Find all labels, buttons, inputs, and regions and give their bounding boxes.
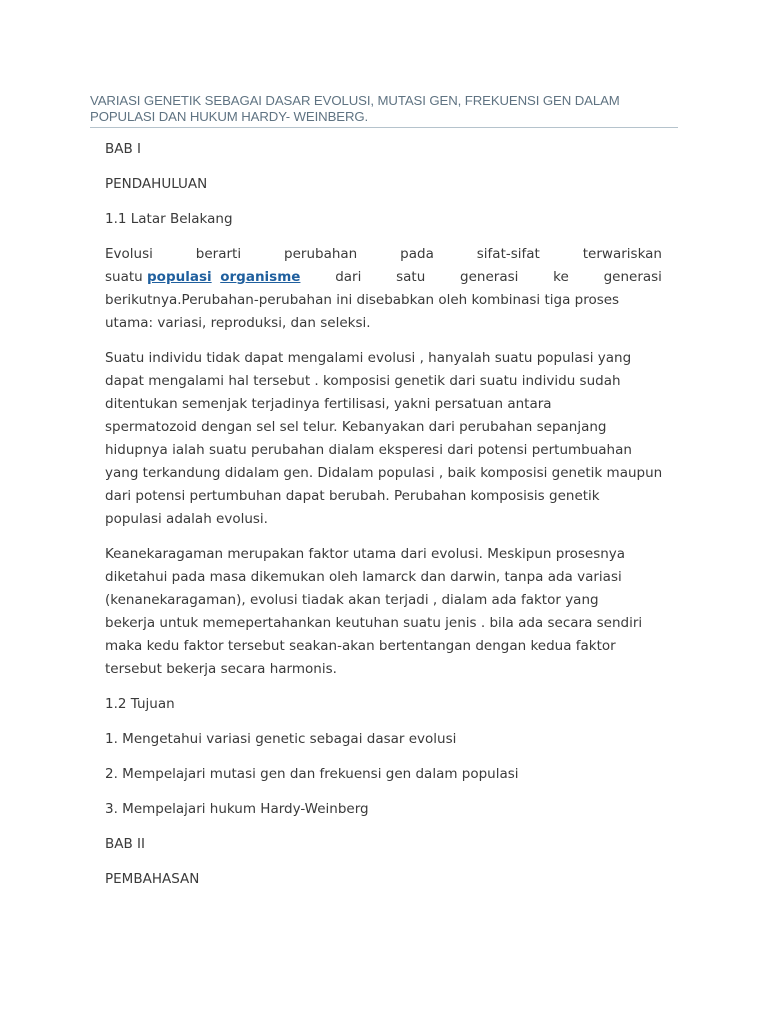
word: ke (553, 269, 569, 285)
word: Evolusi (105, 246, 153, 262)
word: dari (335, 269, 362, 285)
word: sifat-sifat (476, 246, 540, 262)
word: generasi (460, 269, 519, 285)
heading-tujuan: 1.2 Tujuan (105, 696, 175, 712)
tujuan-item: 1. Mengetahui variasi genetic sebagai dasar evolusi (105, 731, 457, 747)
paragraph-line (105, 243, 662, 266)
link-populasi[interactable]: populasi (147, 269, 212, 285)
paragraph-line: ditentukan semenjak terjadinya fertilisasi, yakni persatuan antara (105, 396, 552, 412)
heading-bab-2: BAB II (105, 836, 146, 852)
document-body (105, 138, 662, 903)
heading-bab-1: BAB I (105, 141, 142, 157)
paragraph-line: utama: variasi, reproduksi, dan seleksi. (105, 315, 371, 331)
heading-pembahasan: PEMBAHASAN (105, 871, 200, 887)
paragraph-line: berikutnya.Perubahan-perubahan ini disebabkan oleh kombinasi tiga proses (105, 292, 620, 308)
title-line: POPULASI DAN HUKUM HARDY- WEINBERG. (90, 109, 369, 124)
word: terwariskan (582, 246, 662, 262)
paragraph-line: bekerja untuk memepertahankan keutuhan suatu jenis . bila ada secara sendiri (105, 615, 643, 631)
title-divider (90, 127, 678, 128)
paragraph-line: dapat mengalami hal tersebut . komposisi genetik dari suatu individu sudah (105, 373, 621, 389)
paragraph-line: hidupnya ialah suatu perubahan dialam eksperesi dari potensi pertumbuahan (105, 442, 632, 458)
word: pada (400, 246, 434, 262)
word: suatu (105, 269, 143, 285)
word: generasi (603, 269, 662, 285)
paragraph-line (105, 266, 662, 289)
paragraph-line: tersebut bekerja secara harmonis. (105, 661, 337, 677)
link-organisme[interactable]: organisme (220, 269, 301, 285)
word: berarti (195, 246, 242, 262)
word: perubahan (284, 246, 358, 262)
paragraph-line: maka kedu faktor tersebut seakan-akan bertentangan dengan kedua faktor (105, 638, 616, 654)
paragraph-line: dari potensi pertumbuhan dapat berubah. Perubahan komposisis genetik (105, 488, 600, 504)
tujuan-item: 2. Mempelajari mutasi gen dan frekuensi gen dalam populasi (105, 766, 519, 782)
tujuan-item: 3. Mempelajari hukum Hardy-Weinberg (105, 801, 369, 817)
paragraph-individu (105, 347, 662, 531)
document-title (90, 93, 650, 125)
paragraph-line: spermatozoid dengan sel sel telur. Kebanyakan dari perubahan sepanjang (105, 419, 607, 435)
paragraph-line: populasi adalah evolusi. (105, 511, 268, 527)
title-line: VARIASI GENETIK SEBAGAI DASAR EVOLUSI, MUTASI GEN, FREKUENSI GEN DALAM (90, 93, 620, 108)
paragraph-line: Suatu individu tidak dapat mengalami evolusi , hanyalah suatu populasi yang (105, 350, 632, 366)
heading-latar-belakang: 1.1 Latar Belakang (105, 211, 233, 227)
paragraph-line: (kenanekaragaman), evolusi tiadak akan terjadi , dialam ada faktor yang (105, 592, 599, 608)
paragraph-line: yang terkandung didalam gen. Didalam populasi , baik komposisi genetik maupun (105, 465, 663, 481)
word: satu (396, 269, 426, 285)
link-group (105, 266, 300, 289)
heading-pendahuluan: PENDAHULUAN (105, 176, 208, 192)
paragraph-line: Keanekaragaman merupakan faktor utama dari evolusi. Meskipun prosesnya (105, 546, 626, 562)
paragraph-keanekaragaman (105, 543, 662, 681)
paragraph-evolusi (105, 243, 662, 335)
paragraph-line: diketahui pada masa dikemukan oleh lamarck dan darwin, tanpa ada variasi (105, 569, 622, 585)
